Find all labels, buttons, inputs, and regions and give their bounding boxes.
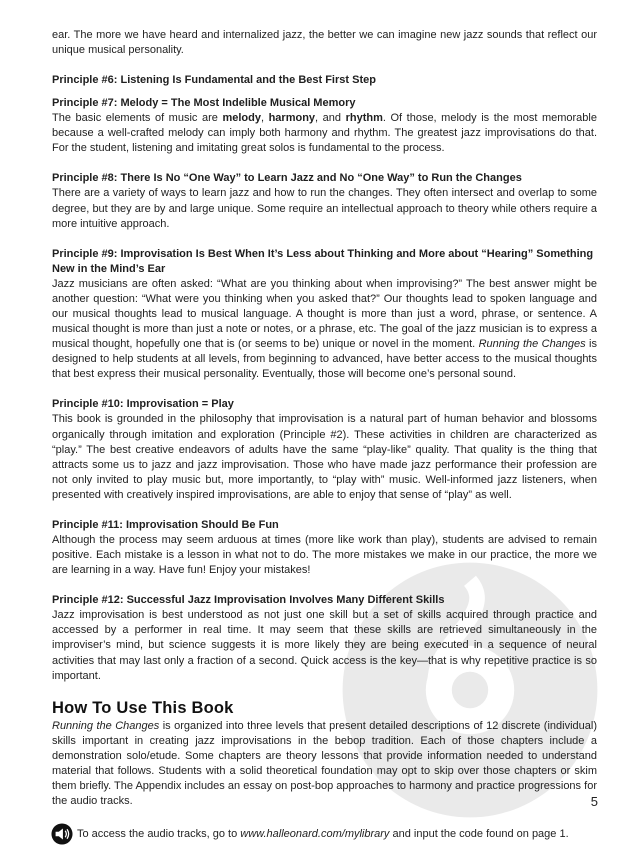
principle-6-title: Principle #6: Listening Is Fundamental and the Best First Step	[52, 74, 376, 87]
principle-10-body: This book is grounded in the philosophy that improvisation is a natural part of human behavior and blossoms organically through imitation and exploration (Principle #2). These activities in children are characterized as “play.” The best creative endeavors of adults have the same “play-like” quality. That quality is the thing that attracts some us to jazz and jazz improvisation. Those who have made jazz performance their profession are not only invited to play music but, more importantly, to “play with” music. Well-informed jazz listeners, when presented with creatively inspired improvisations, are able to enjoy that sense of “play” as well.	[52, 413, 597, 501]
principle-12	[52, 593, 597, 683]
principle-12-title: Principle #12: Successful Jazz Improvisation Involves Many Different Skills	[52, 594, 445, 607]
bold-rhythm: rhythm	[345, 112, 383, 125]
text-run: is organized into three levels that present detailed descriptions of 12 discrete (individual) skills important in creating jazz improvisations in the bebop tradition. Each of those chapters include a demonstration solo/etude. Some chapters are theory lessons that provide information needed to understand material that follows. Students with a solid theoretical foundation may opt to skip over those chapters or skim them briefly. The Appendix includes an essay on post-bop approaches to harmony and practice progressions for the audio tracks.	[52, 719, 597, 808]
bold-harmony: harmony	[268, 112, 316, 125]
principle-7-body	[52, 111, 597, 156]
book-title-italic: Running the Changes	[52, 719, 160, 732]
text-run: ,	[260, 112, 269, 125]
how-to-use-heading: How To Use This Book	[52, 698, 234, 717]
principle-7	[52, 96, 597, 156]
audio-access-note	[52, 823, 597, 845]
principle-11-body: Although the process may seem arduous at times (more like work than play), students are advised to remain positive. Each mistake is a lesson in what not to do. The more mistakes we make in our practice, the more we are learning in a way. Have fun! Enjoy your mistakes!	[52, 533, 597, 577]
bold-melody: melody	[222, 112, 261, 125]
document-page	[52, 28, 597, 845]
principle-7-title: Principle #7: Melody = The Most Indelible Musical Memory	[52, 97, 356, 110]
principle-8-title: Principle #8: There Is No “One Way” to Learn Jazz and No “One Way” to Run the Changes	[52, 172, 522, 185]
text-run: is designed to help students at all levels, from beginning to advanced, have better access to the musical thoughts that best express their musical personality. Eventually, those will become one’s personal sound.	[52, 338, 597, 381]
principle-11	[52, 518, 597, 578]
how-to-use-body	[52, 719, 597, 810]
intro-paragraph: ear. The more we have heard and internalized jazz, the better we can imagine new jazz sounds that reflect our unique musical personality.	[52, 29, 597, 57]
text-run: and input the code found on page 1.	[389, 827, 569, 840]
principle-10-title: Principle #10: Improvisation = Play	[52, 398, 234, 411]
principle-12-body: Jazz improvisation is best understood as not just one skill but a set of skills acquired through practice and accessed by a performer in real time. It may seem that these skills are retrieved simultaneously in the improviser’s mind, but science suggests it is more likely they are being executed in a sequence of neural activities that may last only a fraction of a second. Quick access is the key—that is why repetitive practice is so important.	[52, 609, 597, 682]
text-run: , and	[315, 112, 346, 125]
principle-9	[52, 247, 597, 383]
principle-11-title: Principle #11: Improvisation Should Be Fun	[52, 518, 279, 531]
principle-8-body: There are a variety of ways to learn jazz and how to run the changes. They often intersect and overlap to some degree, but they are by and large unique. Some require an intellectual approach to theory while others require a more intuitive approach.	[52, 187, 597, 230]
book-title-italic: Running the Changes	[478, 338, 586, 351]
speaker-icon	[51, 823, 73, 845]
page-number: 5	[590, 794, 598, 809]
principle-6	[52, 73, 597, 88]
principle-10	[52, 397, 597, 503]
principle-9-body	[52, 277, 597, 383]
principle-8	[52, 171, 597, 231]
text-run: To access the audio tracks, go to	[77, 827, 241, 840]
audio-note-text	[77, 827, 569, 842]
library-url-link[interactable]: www.halleonard.com/mylibrary	[240, 827, 390, 840]
text-run: . Of those, melody is the most memorable because a well-crafted melody can imply both harmony and rhythm. The greatest jazz improvisations do that. For the student, listening and imitating great solos is fundamental to the process.	[52, 112, 597, 155]
text-run: The basic elements of music are	[52, 112, 223, 125]
principle-9-title: Principle #9: Improvisation Is Best When It’s Less about Thinking and More about “Hearing” Something New in the Mind’s Ear	[52, 247, 594, 275]
text-run: Jazz musicians are often asked: “What are you thinking about when improvising?” The best answer might be another question: “What were you thinking when you asked that?” Our thoughts lead to spoken language and our musical thoughts lead to musical language. A thought is more than just a word, phrase, or sentence. A musical thought is more than just a note or notes, or a phrase, etc. The goal of the jazz musician is to express a musical thought, hopefully one that is (or seems to be) unique or novel in the moment.	[52, 277, 597, 351]
